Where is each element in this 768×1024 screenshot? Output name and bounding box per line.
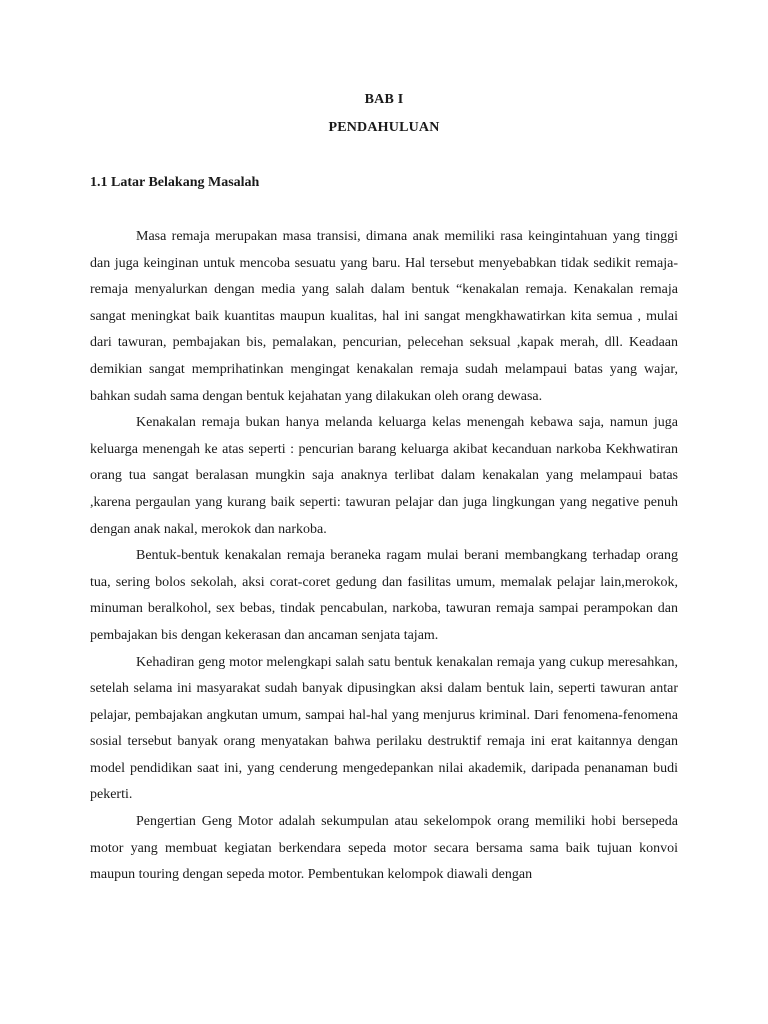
chapter-number: BAB I [364,92,404,107]
paragraph: Kehadiran geng motor melengkapi salah satu bentuk kenakalan remaja yang cukup meresahkan, setelah selama ini masyarakat sudah banyak dipusingkan aksi dalam bentuk lain, seperti tawuran antar pelajar, pembajakan angkutan umum, sampai hal-hal yang menjurus kriminal. Dari fenomena-fenomena sosial tersebut banyak orang menyatakan bahwa perilaku destruktif remaja ini erat kaitannya dengan model pendidikan saat ini, yang cenderung mengedepankan nilai akademik, daripada penanaman budi pekerti. [90,654,678,803]
paragraph: Pengertian Geng Motor adalah sekumpulan atau sekelompok orang memiliki hobi bersepeda motor yang membuat kegiatan berkendara sepeda motor secara bersama sama baik tujuan konvoi maupun touring dengan sepeda motor. Pembentukan kelompok diawali dengan [90,814,678,883]
section-heading: 1.1 Latar Belakang Masalah [90,175,260,190]
body-text [90,224,678,889]
paragraph: Masa remaja merupakan masa transisi, dimana anak memiliki rasa keingintahuan yang tinggi dan juga keinginan untuk mencoba sesuatu yang baru. Hal tersebut menyebabkan tidak sedikit remaja-remaja menyalurkan dengan media yang salah dalam bentuk “kenakalan remaja. Kenakalan remaja sangat meningkat baik kuantitas maupun kualitas, hal ini sangat mengkhawatirkan kita semua , mulai dari tawuran, pembajakan bis, pemalakan, pencurian, pelecehan seksual ,kapak merah, dll. Keadaan demikian sangat memprihatinkan mengingat kenakalan remaja sudah melampaui batas yang wajar, bahkan sudah sama dengan bentuk kejahatan yang dilakukan oleh orang dewasa. [90,229,678,404]
paragraph: Kenakalan remaja bukan hanya melanda keluarga kelas menengah kebawa saja, namun juga keluarga menengah ke atas seperti : pencurian barang keluarga akibat kecanduan narkoba Kekhwatiran orang tua sangat beralasan mungkin saja anaknya terlibat dalam kenakalan yang melampaui batas ,karena pergaulan yang kurang baik seperti: tawuran pelajar dan juga lingkungan yang negative penuh dengan anak nakal, merokok dan narkoba. [90,415,678,537]
paragraph: Bentuk-bentuk kenakalan remaja beraneka ragam mulai berani membangkang terhadap orang tua, sering bolos sekolah, aksi corat-coret gedung dan fasilitas umum, memalak pelajar lain,merokok, minuman beralkohol, sex bebas, tindak pencabulan, narkoba, tawuran remaja sampai perampokan dan pembajakan bis dengan kekerasan dan ancaman senjata tajam. [90,548,678,643]
chapter-title: PENDAHULUAN [328,120,440,135]
